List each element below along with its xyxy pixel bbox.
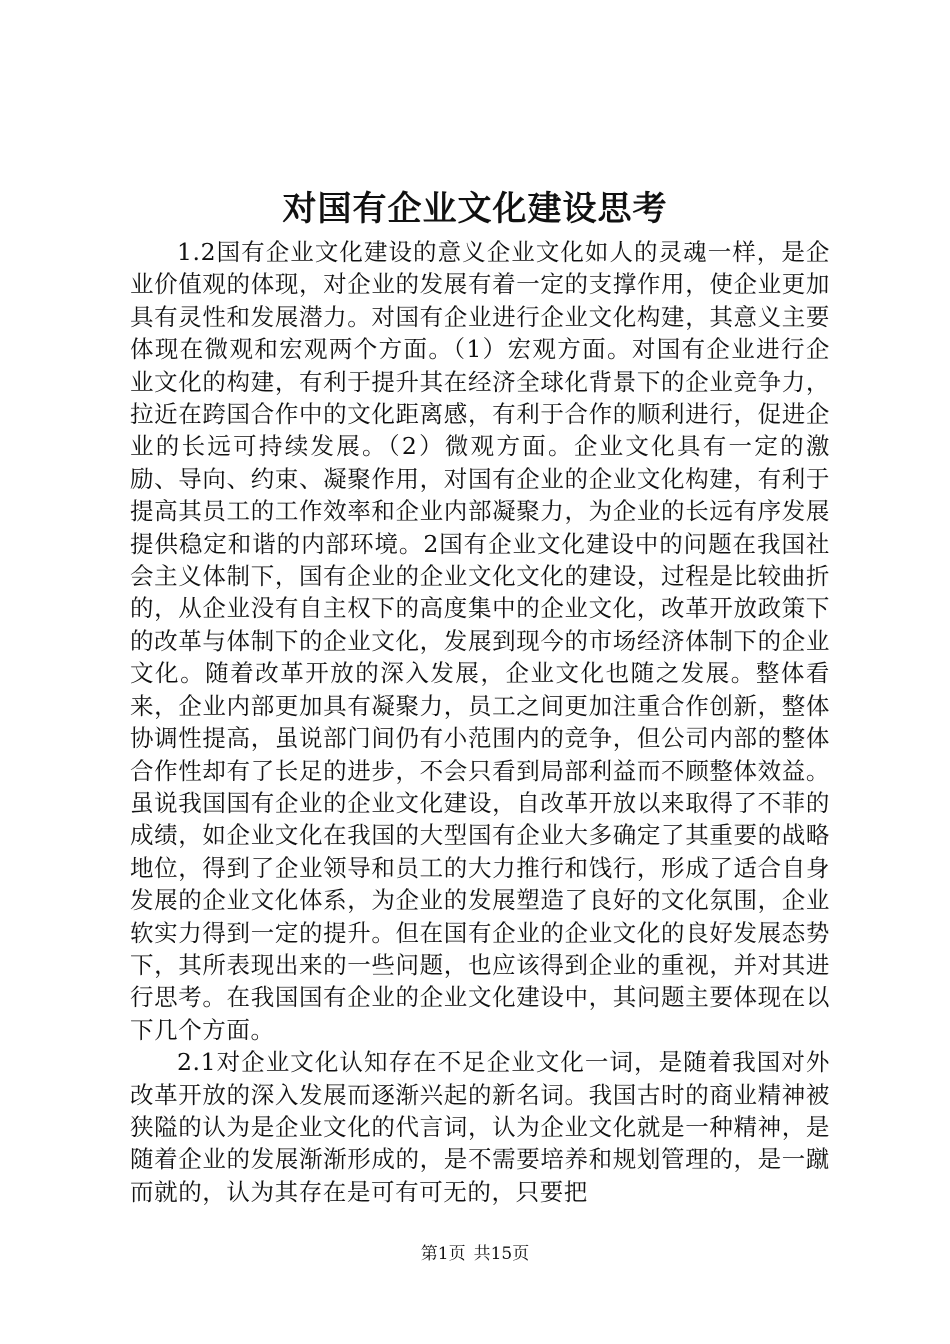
body-paragraph-2: 2.1对企业文化认知存在不足企业文化一词，是随着我国对外改革开放的深入发展而逐渐兴起的新名词。我国古时的商业精神被狭隘的认为是企业文化的代言词，认为企业文化就是一种精神，是随着企业的发展渐渐形成的，是不需要培养和规划管理的，是一蹴而就的，认为其存在是可有可无的，只要把	[130, 1048, 830, 1206]
document-body	[130, 236, 830, 1208]
document-title: 对国有企业文化建设思考	[282, 189, 668, 229]
page-total: 共15页	[473, 1244, 530, 1264]
page-number: 第1页	[420, 1244, 466, 1264]
body-paragraph-1: 1.2国有企业文化建设的意义企业文化如人的灵魂一样，是企业价值观的体现，对企业的发展有着一定的支撑作用，使企业更加具有灵性和发展潜力。对国有企业进行企业文化构建，其意义主要体现在微观和宏观两个方面。（1）宏观方面。对国有企业进行企业文化的构建，有利于提升其在经济全球化背景下的企业竞争力，拉近在跨国合作中的文化距离感，有利于合作的顺利进行，促进企业的长远可持续发展。（2）微观方面。企业文化具有一定的激励、导向、约束、凝聚作用，对国有企业的企业文化构建，有利于提高其员工的工作效率和企业内部凝聚力，为企业的长远有序发展提供稳定和谐的内部环境。2国有企业文化建设中的问题在我国社会主义体制下，国有企业的企业文化文化的建设，过程是比较曲折的，从企业没有自主权下的高度集中的企业文化，改革开放政策下的改革与体制下的企业文化，发展到现今的市场经济体制下的企业文化。随着改革开放的深入发展，企业文化也随之发展。整体看来，企业内部更加具有凝聚力，员工之间更加注重合作创新，整体协调性提高，虽说部门间仍有小范围内的竞争，但公司内部的整体合作性却有了长足的进步，不会只看到局部利益而不顾整体效益。虽说我国国有企业的企业文化建设，自改革开放以来取得了不菲的成绩，如企业文化在我国的大型国有企业大多确定了其重要的战略地位，得到了企业领导和员工的大力推行和饯行，形成了适合自身发展的企业文化体系，为企业的发展塑造了良好的文化氛围，企业软实力得到一定的提升。但在国有企业的企业文化的良好发展态势下，其所表现出来的一些问题，也应该得到企业的重视，并对其进行思考。在我国国有企业的企业文化建设中，其问题主要体现在以下几个方面。	[130, 238, 830, 1044]
page-footer	[0, 1242, 950, 1266]
